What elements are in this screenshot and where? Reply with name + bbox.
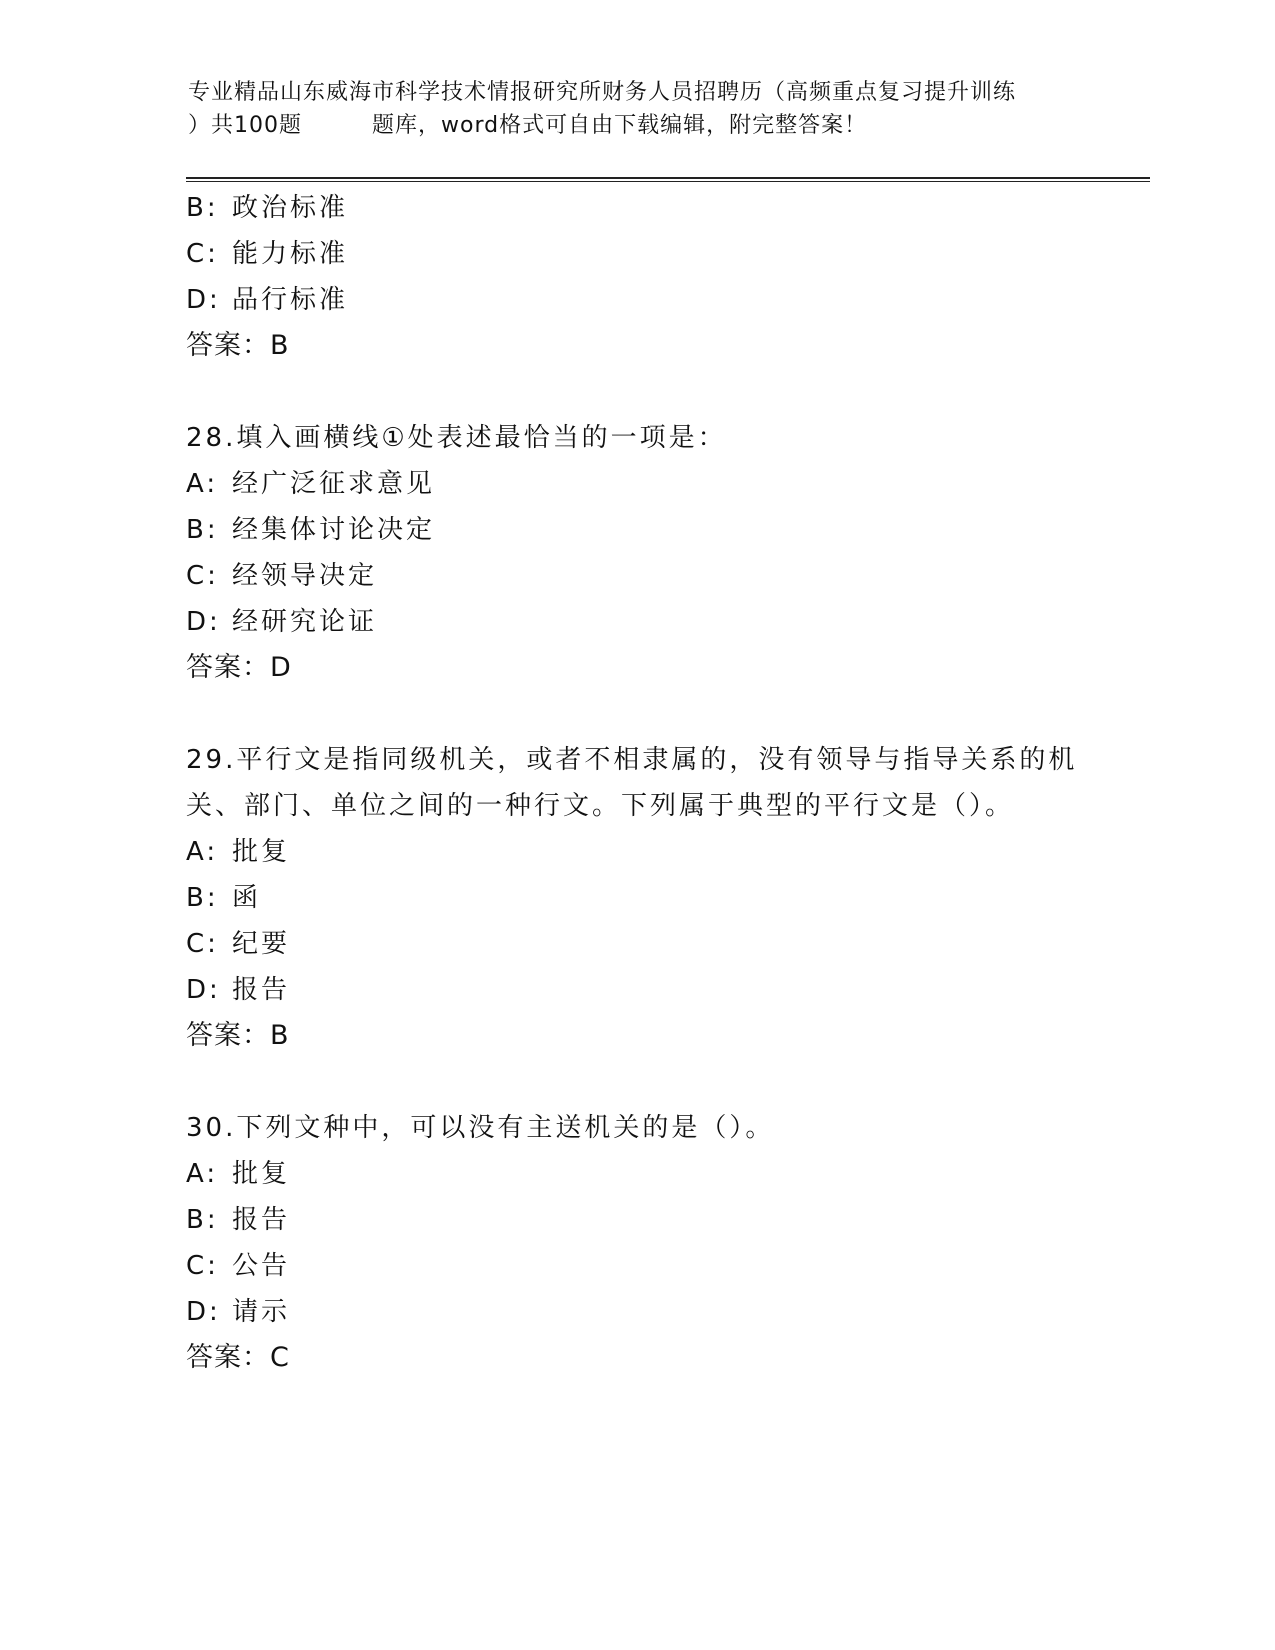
answer-line: 答案：B (186, 1020, 290, 1051)
header-title-line1: 专业精品山东威海市科学技术情报研究所财务人员招聘历（高频重点复习提升训练 (188, 80, 1017, 105)
question-list (186, 185, 1086, 1381)
option-a: A: 经广泛征求意见 (186, 469, 436, 499)
header-title-line2 (188, 109, 1088, 142)
option-a: A: 批复 (186, 837, 291, 867)
question-stem-line1: 29.平行文是指同级机关，或者不相隶属的，没有领导与指导关系的机 (186, 745, 1078, 775)
option-c: C: 纪要 (186, 929, 291, 959)
page-header (188, 76, 1088, 142)
option-c: C: 能力标准 (186, 239, 349, 269)
option-d: D: 经研究论证 (186, 607, 378, 637)
option-b: B: 报告 (186, 1205, 291, 1235)
option-d: D: 报告 (186, 975, 291, 1005)
option-b: B: 政治标准 (186, 193, 349, 223)
header-description: 题库，word格式可自由下载编辑，附完整答案！ (372, 113, 868, 138)
question-stem: 30.下列文种中，可以没有主送机关的是（）。 (186, 1113, 775, 1143)
option-c: C: 公告 (186, 1251, 291, 1281)
answer-line: 答案：C (186, 1342, 290, 1373)
question-block-27 (186, 185, 1086, 369)
option-c: C: 经领导决定 (186, 561, 378, 591)
question-stem: 28.填入画横线①处表述最恰当的一项是： (186, 423, 727, 453)
question-block-29 (186, 737, 1086, 1059)
option-b: B: 函 (186, 883, 262, 913)
answer-line: 答案：B (186, 330, 290, 361)
header-question-count: ）共100题 (188, 113, 302, 138)
option-b: B: 经集体讨论决定 (186, 515, 436, 545)
option-a: A: 批复 (186, 1159, 291, 1189)
option-d: D: 请示 (186, 1297, 291, 1327)
question-stem-line2: 关、部门、单位之间的一种行文。下列属于典型的平行文是（）。 (186, 791, 1015, 821)
answer-line: 答案：D (186, 652, 292, 683)
question-block-28 (186, 415, 1086, 691)
header-divider-thin (186, 181, 1150, 182)
question-block-30 (186, 1105, 1086, 1381)
header-divider-thick (186, 177, 1150, 179)
option-d: D: 品行标准 (186, 285, 349, 315)
